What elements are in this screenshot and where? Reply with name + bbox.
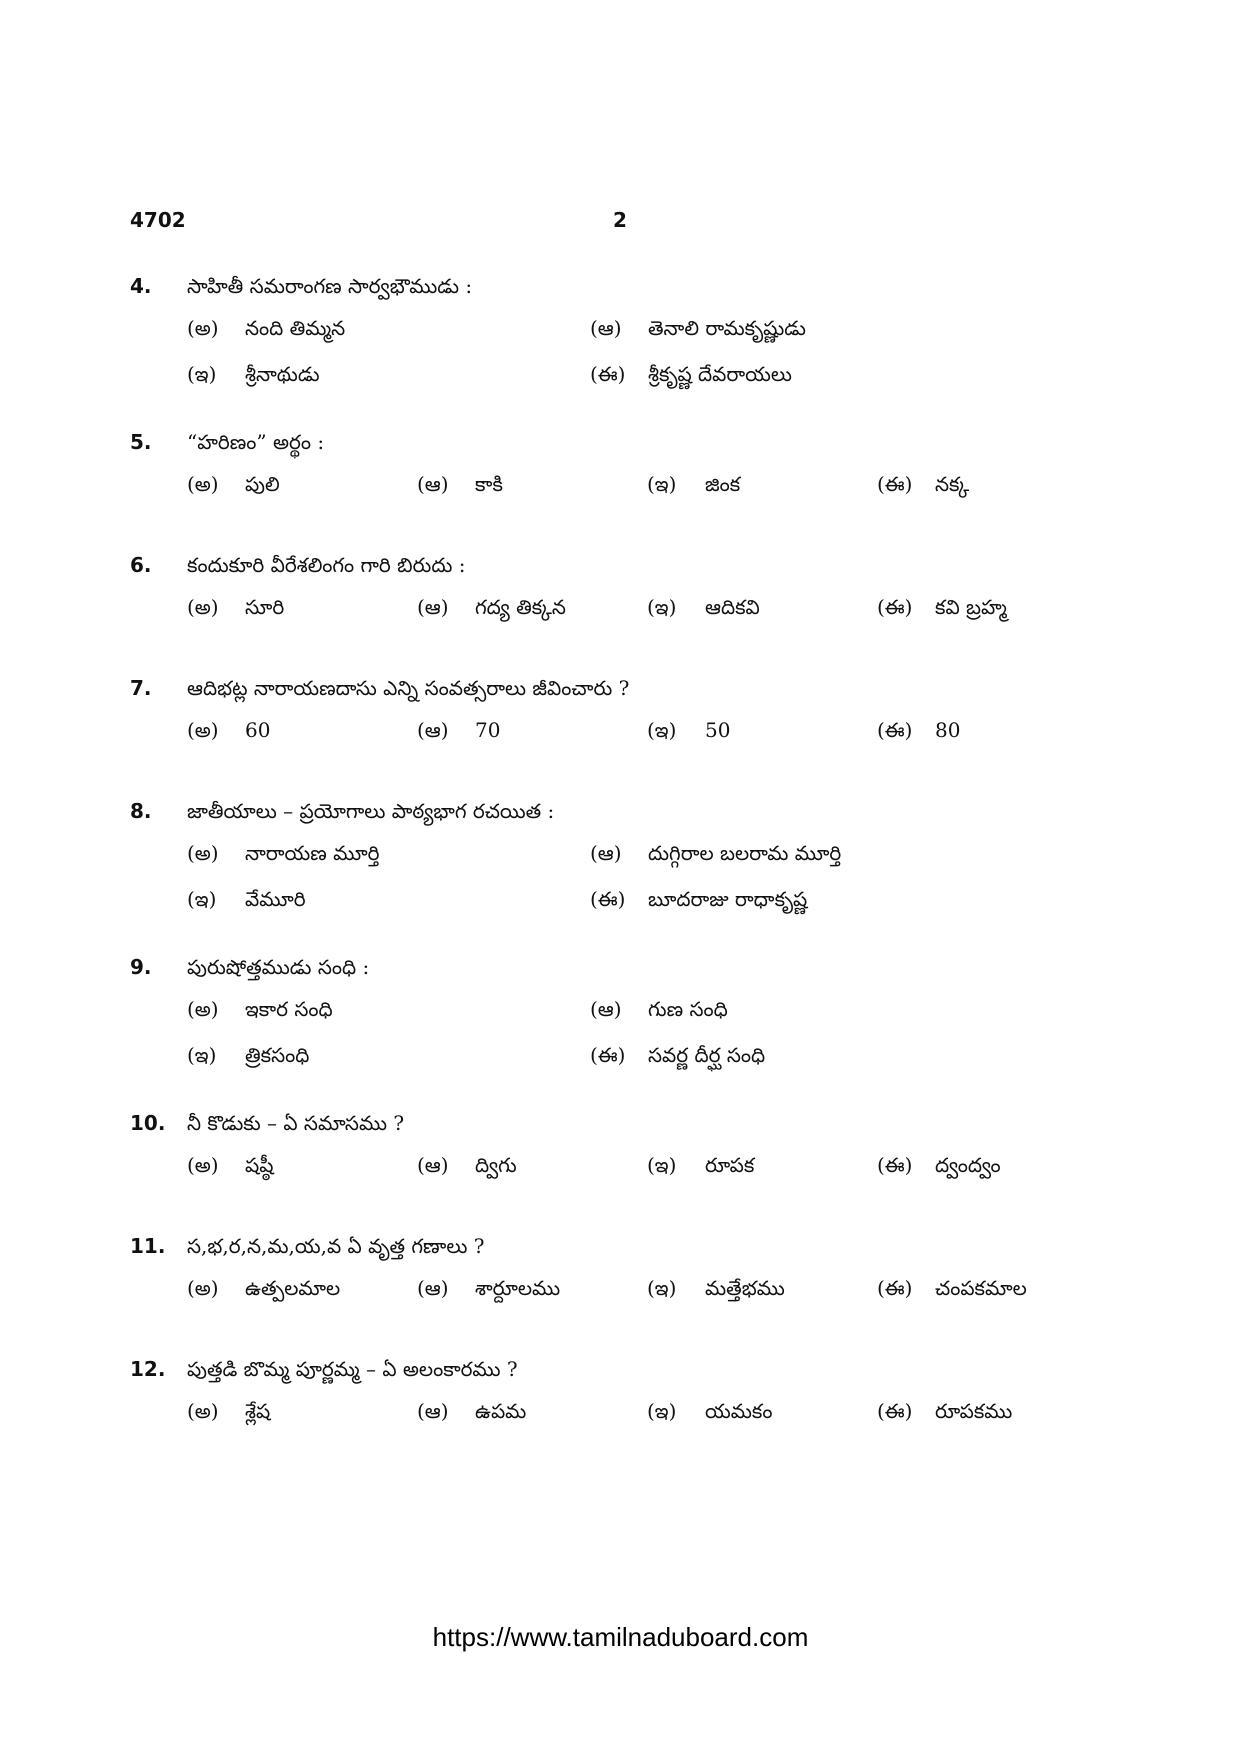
option-marker: (ఇ) [647,472,677,496]
option-marker: (అ) [187,1153,219,1177]
option-a [187,472,280,501]
option-text: సూరి [245,595,285,619]
option-marker: (అ) [187,316,219,340]
option-aa [590,841,841,870]
option-i [187,887,306,916]
option-ii [590,887,807,916]
question-text: నీ కొడుకు – ఏ సమాసము ? [187,1111,405,1135]
option-text: 60 [245,718,271,742]
option-marker: (ఆ) [590,316,622,340]
question-text: ఆదిభట్ల నారాయణదాసు ఎన్ని సంవత్సరాలు జీవించారు ? [187,676,630,700]
option-i [647,595,760,624]
option-text: త్రికసంధి [245,1043,310,1067]
option-marker: (ఆ) [417,1153,449,1177]
option-i [647,1399,772,1428]
question-7 [130,676,1110,799]
option-a [187,1276,340,1305]
option-text: గుణ సంధి [648,997,728,1021]
option-aa [417,718,500,747]
option-i [187,1043,309,1072]
question-number: 11. [130,1234,166,1258]
option-text: ఇకార సంధి [245,997,333,1021]
option-text: శార్దూలము [475,1276,561,1300]
option-text: చంపకమాల [935,1276,1027,1300]
option-a [187,718,270,747]
option-aa [590,997,728,1026]
option-a [187,595,284,624]
option-aa [417,1276,560,1305]
option-text: నక్క [935,472,970,496]
option-marker: (ఆ) [417,1276,449,1300]
question-text: పుత్తడి బొమ్మ పూర్ణమ్మ – ఏ అలంకారము ? [187,1357,518,1381]
option-marker: (ఈ) [590,887,626,911]
option-text: ద్విగు [475,1153,517,1177]
option-text: రూపకము [935,1399,1013,1423]
question-11 [130,1234,1110,1357]
paper-code: 4702 [130,208,186,232]
option-ii [877,472,969,501]
option-text: జింక [705,472,741,496]
option-a [187,997,333,1026]
option-aa [417,472,503,501]
option-i [187,362,320,391]
option-a [187,316,345,345]
option-marker: (ఈ) [877,1153,913,1177]
question-10 [130,1111,1110,1234]
option-text: శ్రీనాథుడు [245,362,320,386]
question-text: సాహితీ సమరాంగణ సార్వభౌముడు : [187,274,473,298]
question-text: స,భ,ర,న,మ,య,వ ఏ వృత్త గణాలు ? [187,1234,485,1258]
option-text: యమకం [705,1399,773,1423]
option-ii [877,595,1007,624]
option-aa [590,316,806,345]
option-ii [590,362,792,391]
option-ii [877,718,960,747]
option-marker: (ఆ) [590,841,622,865]
option-marker: (ఆ) [417,595,449,619]
question-number: 4. [130,274,152,298]
option-marker: (ఈ) [877,1276,913,1300]
question-text: జాతీయాలు – ప్రయోగాలు పాఠ్యభాగ రచయిత : [187,799,555,823]
question-6 [130,553,1110,676]
option-marker: (ఇ) [647,1399,677,1423]
option-marker: (ఆ) [417,1399,449,1423]
option-i [647,1276,785,1305]
question-list [130,274,1110,1480]
option-text: ఆదికవి [705,595,760,619]
option-marker: (ఆ) [417,472,449,496]
option-marker: (అ) [187,997,219,1021]
option-text: కవి బ్రహ్మ [935,595,1007,619]
option-text: రూపక [705,1153,755,1177]
option-ii [877,1153,1001,1182]
option-text: శ్లేష [245,1399,271,1423]
option-text: నారాయణ మూర్తి [245,841,380,865]
page-header [130,208,1110,238]
option-text: గద్య తిక్కన [475,595,566,619]
option-marker: (ఇ) [187,362,217,386]
option-aa [417,595,566,624]
option-text: ఉపమ [475,1399,527,1423]
option-i [647,1153,754,1182]
question-number: 12. [130,1357,166,1381]
option-text: షష్ఠీ [245,1153,274,1177]
option-text: కాకి [475,472,503,496]
question-number: 5. [130,430,152,454]
option-text: ఉత్పలమాల [245,1276,341,1300]
option-text: 70 [475,718,501,742]
option-marker: (అ) [187,1276,219,1300]
option-marker: (ఆ) [417,718,449,742]
option-marker: (అ) [187,595,219,619]
option-a [187,1399,270,1428]
page-number: 2 [613,208,627,232]
option-text: ద్వంద్వం [935,1153,1001,1177]
question-text: కందుకూరి వీరేశలింగం గారి బిరుదు : [187,553,466,577]
option-marker: (ఇ) [187,887,217,911]
option-text: శ్రీకృష్ణ దేవరాయలు [648,362,792,386]
option-text: సవర్ణ దీర్ఘ సంధి [648,1043,766,1067]
option-aa [417,1153,517,1182]
question-12 [130,1357,1110,1480]
option-marker: (ఈ) [877,718,913,742]
option-marker: (అ) [187,841,219,865]
option-marker: (ఇ) [647,718,677,742]
option-marker: (ఇ) [187,1043,217,1067]
option-a [187,1153,274,1182]
option-marker: (అ) [187,1399,219,1423]
option-marker: (ఇ) [647,1276,677,1300]
option-marker: (ఈ) [877,1399,913,1423]
question-number: 9. [130,955,152,979]
option-ii [877,1276,1027,1305]
option-text: పులి [245,472,280,496]
option-text: తెనాలి రామకృష్ణుడు [648,316,806,340]
option-text: దుగ్గిరాల బలరామ మూర్తి [648,841,842,865]
option-marker: (ఈ) [877,472,913,496]
question-8 [130,799,1110,955]
option-text: 80 [935,718,961,742]
option-text: 50 [705,718,731,742]
option-a [187,841,380,870]
option-marker: (ఇ) [647,1153,677,1177]
option-text: మత్తేభము [705,1276,785,1300]
question-number: 7. [130,676,152,700]
option-marker: (ఈ) [590,362,626,386]
option-text: బూదరాజు రాధాకృష్ణ [648,887,808,911]
question-text: పురుషోత్తముడు సంధి : [187,955,370,979]
question-number: 8. [130,799,152,823]
question-text: “హరిణం” అర్థం : [187,430,325,454]
option-marker: (ఈ) [877,595,913,619]
question-number: 6. [130,553,152,577]
option-marker: (ఇ) [647,595,677,619]
option-marker: (ఆ) [590,997,622,1021]
option-ii [590,1043,765,1072]
option-marker: (అ) [187,718,219,742]
option-marker: (ఈ) [590,1043,626,1067]
option-ii [877,1399,1012,1428]
option-text: నంది తిమ్మన [245,316,346,340]
question-9 [130,955,1110,1111]
option-i [647,718,730,747]
question-5 [130,430,1110,553]
option-marker: (అ) [187,472,219,496]
question-4 [130,274,1110,430]
option-i [647,472,740,501]
option-text: వేమూరి [245,887,306,911]
question-number: 10. [130,1111,166,1135]
source-url: https://www.tamilnaduboard.com [432,1622,809,1652]
option-aa [417,1399,526,1428]
